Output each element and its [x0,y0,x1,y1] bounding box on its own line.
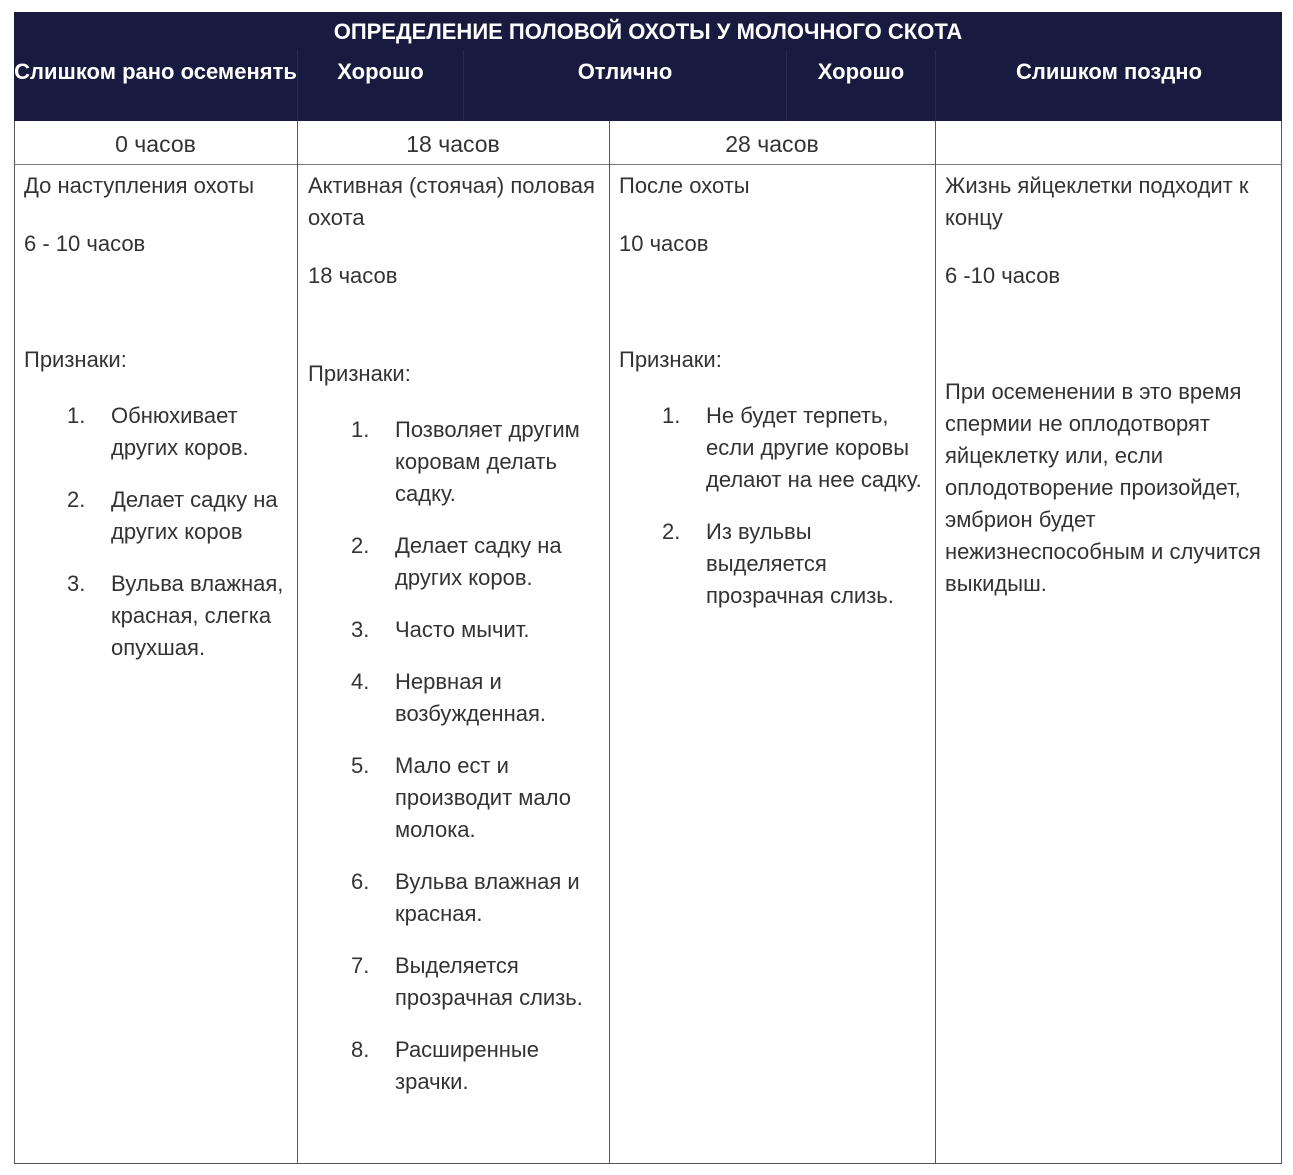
phase-label: После охоты [619,173,750,198]
list-item: 2. Делает садку на других коров. [351,533,562,590]
list-item: 2. Делает садку на других коров [67,487,278,544]
time-empty [935,121,1282,164]
time-28: 28 часов [725,131,819,157]
list-item: 7. Выделяется прозрачная слизь. [351,953,583,1010]
phase-label: До наступления охоты [24,173,255,198]
header-good-1: Хорошо [297,50,463,121]
column-active-heat [308,165,604,1118]
time-18: 18 часов [406,131,500,157]
list-item: 5. Мало ест и производит мало молока. [351,753,571,842]
header-excellent: Отлично [463,50,786,121]
time-0: 0 часов [115,131,196,157]
signs-list [619,400,929,612]
header-too-late: Слишком поздно [935,50,1282,121]
phase-label: Жизнь яйцеклетки подходит к концу [945,173,1249,230]
list-item: 3. Вульва влажная, красная, слегка опухшая. [67,571,284,660]
phase-duration: 18 часов [308,263,398,288]
list-item: 6. Вульва влажная и красная. [351,869,580,926]
phase-duration: 10 часов [619,231,709,256]
list-item: 1. Не будет терпеть, если другие коровы делают на нее садку. [662,403,922,492]
phase-duration: 6 - 10 часов [24,231,146,256]
signs-label: Признаки: [619,347,722,372]
column-too-late [945,165,1275,600]
table-title: ОПРЕДЕЛЕНИЕ ПОЛОВОЙ ОХОТЫ У МОЛОЧНОГО СКОТА [14,12,1282,50]
signs-label: Признаки: [24,347,127,372]
signs-list [24,400,292,664]
time-row [14,121,1282,165]
list-item: 2. Из вульвы выделяется прозрачная слизь. [662,519,894,608]
signs-label: Признаки: [308,361,411,386]
column-after-heat [619,165,929,632]
column-divider [935,121,936,1164]
list-item: 8. Расширенные зрачки. [351,1037,539,1094]
phase-label: Активная (стоячая) половая охота [308,173,595,230]
signs-list [308,414,604,1098]
list-item: 3. Часто мычит. [351,617,530,642]
column-divider [297,121,298,1164]
list-item: 1. Позволяет другим коровам делать садку. [351,417,580,506]
header-good-2: Хорошо [786,50,935,121]
list-item: 4. Нервная и возбужденная. [351,669,546,726]
late-insemination-note: При осеменении в это время спермии не оплодотворят яйцеклетку или, если оплодотворение произойдет, эмбрион будет нежизнеспособным и случится выкидыш. [945,379,1261,596]
list-item: 1. Обнюхивает других коров. [67,403,249,460]
header-row [14,50,1282,121]
column-divider [609,121,610,1164]
header-too-early: Слишком рано осеменять [14,59,297,84]
phase-duration: 6 -10 часов [945,263,1061,288]
column-before-heat [24,165,292,684]
